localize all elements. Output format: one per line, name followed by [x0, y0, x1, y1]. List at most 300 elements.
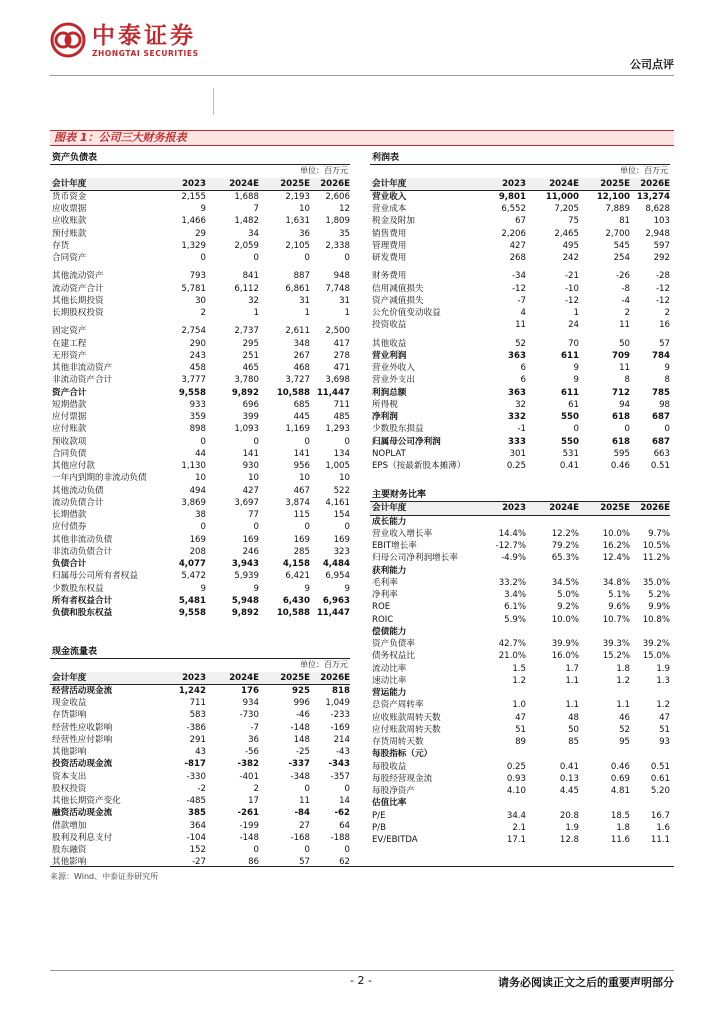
cell-value: 611 — [561, 350, 579, 361]
cell-value: 12 — [339, 204, 350, 214]
cell-value: 711 — [333, 399, 350, 410]
table-title — [370, 489, 670, 502]
cell-value: 208 — [189, 546, 206, 557]
row-label: 长期股权投资 — [52, 308, 104, 318]
cell-value: 52 — [515, 338, 526, 349]
cell-value: 24 — [568, 320, 579, 331]
cell-value: 11.1 — [650, 835, 670, 845]
cell-value: 332 — [508, 412, 526, 422]
cell-value: 948 — [333, 271, 350, 282]
row-label: 货币资金 — [52, 191, 87, 202]
cell-value: 9.9% — [648, 602, 670, 613]
cell-value: 39.2% — [642, 639, 670, 649]
row-label: ROIC — [372, 614, 394, 625]
cell-value: -401 — [239, 771, 259, 782]
row-label: 存货影响 — [52, 710, 87, 721]
section-row — [370, 565, 670, 577]
cell-value: 618 — [612, 412, 630, 422]
cell-value: 597 — [653, 240, 670, 251]
cell-value: -46 — [295, 710, 310, 721]
column-header-year: 2025E — [280, 178, 310, 189]
cell-value: 0 — [253, 253, 259, 263]
cell-value: 12.8 — [559, 835, 579, 845]
row-label: 估值比率 — [372, 798, 407, 809]
cell-value: -730 — [239, 710, 259, 721]
cell-value: 9 — [304, 583, 310, 594]
cell-value: 841 — [242, 271, 259, 282]
table-unit: 单位：百万元 — [300, 660, 348, 670]
cell-value: 2 — [664, 308, 670, 318]
cell-value: 709 — [612, 350, 630, 361]
cell-value: -56 — [244, 747, 259, 757]
cell-value: 134 — [333, 448, 350, 459]
row-label: 所得税 — [372, 399, 398, 410]
table-row — [370, 736, 670, 748]
cell-value: 36 — [299, 228, 310, 239]
cell-value: 20.8 — [559, 810, 579, 821]
cell-value: 11,000 — [545, 191, 579, 202]
cell-value: 0 — [344, 783, 350, 794]
cell-value: -168 — [290, 832, 310, 843]
cell-value: 0 — [624, 424, 630, 435]
cell-value: 27 — [299, 820, 310, 831]
cell-value: 5.9% — [504, 614, 526, 625]
cell-value: 39.9% — [551, 639, 579, 649]
section-row — [370, 516, 670, 528]
footer-divider — [50, 970, 674, 971]
table-row — [50, 697, 350, 709]
cell-value: 12,100 — [596, 191, 630, 202]
row-label: 应付票据 — [52, 412, 87, 422]
cell-value: 7,889 — [605, 204, 630, 214]
row-label: 经营活动现金流 — [52, 685, 113, 696]
row-label: 销售费用 — [372, 228, 407, 239]
cell-value: 485 — [333, 412, 350, 422]
row-label: 每股经营现金流 — [372, 773, 433, 784]
cell-value: 1,242 — [178, 685, 206, 696]
row-label: 非流动负债合计 — [52, 546, 113, 557]
table-row — [370, 724, 670, 736]
cell-value: 9 — [344, 583, 350, 594]
cell-value: -148 — [239, 832, 259, 843]
cell-value: 1.8 — [616, 822, 630, 833]
table-row — [370, 350, 670, 362]
cell-value: -62 — [334, 808, 350, 819]
cell-value: 31 — [339, 295, 350, 306]
row-label: 少数股东损益 — [372, 424, 424, 435]
row-label: 在建工程 — [52, 338, 87, 349]
cell-value: 545 — [613, 240, 630, 251]
cell-value: 1,688 — [234, 191, 259, 202]
cell-value: 169 — [242, 534, 259, 545]
table-row — [370, 528, 670, 540]
cell-value: 6,552 — [501, 204, 526, 214]
cell-value: 6 — [520, 375, 526, 386]
company-logo — [50, 22, 199, 58]
cell-value: 1,293 — [325, 424, 350, 435]
row-label: 每股净资产 — [372, 786, 415, 796]
cell-value: 6,861 — [285, 283, 310, 294]
cell-value: -27 — [191, 857, 206, 868]
cell-value: 925 — [292, 685, 310, 696]
row-label: 合同资产 — [52, 253, 87, 263]
table-row — [370, 448, 670, 460]
cell-value: 5,939 — [234, 571, 259, 582]
table-row — [50, 270, 350, 282]
cell-value: 9.7% — [648, 528, 670, 539]
table-title-text: 主要财务比率 — [372, 490, 427, 500]
cell-value: 9,801 — [498, 191, 526, 202]
cell-value: 10,588 — [276, 608, 310, 618]
cell-value: 0.46 — [610, 761, 630, 772]
cell-value: 64 — [339, 820, 350, 831]
cell-value: 38 — [195, 510, 206, 520]
cell-value: 11,447 — [316, 387, 350, 398]
cell-value: 4.10 — [506, 786, 526, 796]
row-label: 其他影响 — [52, 857, 87, 868]
cell-value: 618 — [612, 436, 630, 447]
cell-value: 5,948 — [231, 595, 259, 606]
column-header-year: 2024E — [549, 178, 579, 189]
cell-value: 1 — [573, 308, 579, 318]
table-row — [50, 411, 350, 423]
page-number: - 2 - — [350, 974, 372, 987]
row-label: 投资活动现金流 — [52, 759, 113, 770]
column-header-label: 会计年度 — [372, 178, 407, 189]
cell-value: 348 — [293, 338, 310, 349]
cell-value: 10 — [339, 473, 350, 484]
row-label: 资产减值损失 — [372, 295, 424, 306]
cell-value: 10.8% — [642, 614, 670, 625]
cell-value: 5,481 — [178, 595, 206, 606]
cell-value: 12.2% — [551, 528, 579, 539]
column-header-year: 2026E — [640, 178, 670, 189]
cell-value: 0.25 — [506, 461, 526, 471]
cell-value: 94 — [619, 399, 630, 410]
table-row — [50, 387, 350, 399]
cell-value: 33.2% — [498, 577, 526, 588]
cell-value: 295 — [242, 338, 259, 349]
cell-value: 696 — [242, 399, 259, 410]
cell-value: 5.1% — [608, 590, 630, 600]
header-divider — [50, 75, 674, 76]
cell-value: 0.41 — [559, 761, 579, 772]
cell-value: 467 — [293, 485, 310, 496]
row-label: 股权投资 — [52, 783, 87, 794]
cell-value: 62 — [339, 857, 350, 868]
cell-value: 2,611 — [285, 326, 310, 337]
cell-value: 2,059 — [234, 240, 259, 251]
cell-value: 9 — [573, 375, 579, 386]
cell-value: 5,472 — [181, 571, 206, 582]
table-row — [370, 663, 670, 675]
cell-value: 583 — [189, 710, 206, 721]
row-label: 归属母公司净利润 — [372, 436, 441, 447]
cell-value: -21 — [564, 271, 579, 282]
cell-value: 0.41 — [559, 461, 579, 471]
cell-value: 0 — [253, 522, 259, 533]
table-row — [50, 485, 350, 497]
table-row — [50, 734, 350, 746]
row-label: 经营性应收影响 — [52, 722, 113, 733]
table-row — [50, 534, 350, 546]
cell-value: 65.3% — [551, 553, 579, 564]
cell-value: 1 — [253, 308, 259, 318]
cell-value: 291 — [189, 734, 206, 745]
table-row — [50, 595, 350, 607]
cell-value: 0 — [344, 522, 350, 533]
cell-value: 35.0% — [642, 577, 670, 588]
table-row — [50, 570, 350, 582]
table-title — [50, 152, 350, 165]
cell-value: 494 — [189, 485, 206, 496]
row-label: 归属母公司所有者权益 — [52, 571, 138, 582]
cell-value: 1.7 — [565, 663, 579, 674]
row-label: 投资收益 — [372, 320, 407, 331]
table-row — [50, 436, 350, 448]
cell-value: 898 — [189, 424, 206, 435]
table-row — [50, 521, 350, 533]
row-label: 非流动资产合计 — [52, 375, 113, 386]
cell-value: 50 — [619, 338, 630, 349]
table-row — [370, 203, 670, 215]
cell-value: 1,466 — [181, 216, 206, 227]
table-row — [50, 583, 350, 595]
table-row — [370, 215, 670, 227]
row-label: 负债合计 — [52, 559, 87, 569]
row-label: 营业成本 — [372, 204, 407, 214]
cell-value: 285 — [293, 546, 310, 557]
cell-value: 2,948 — [645, 228, 670, 239]
table-title — [370, 152, 670, 165]
cell-value: 17 — [248, 796, 259, 806]
table-row — [370, 436, 670, 448]
cell-value: 2,465 — [554, 228, 579, 239]
table-unit: 单位：百万元 — [300, 166, 348, 176]
cell-value: -10 — [564, 283, 579, 294]
cell-value: 1.5 — [512, 663, 526, 674]
row-label: P/E — [372, 810, 386, 821]
column-header-year: 2026E — [320, 178, 350, 189]
row-label: 存货周转天数 — [372, 737, 424, 747]
cell-value: 2,700 — [605, 228, 630, 239]
vertical-divider — [213, 88, 214, 115]
cell-value: 12.4% — [602, 553, 630, 564]
table-row — [370, 675, 670, 687]
table-row — [50, 423, 350, 435]
cell-value: 1,631 — [285, 216, 310, 227]
cell-value: 2,737 — [234, 326, 259, 337]
cell-value: -382 — [237, 759, 259, 770]
cell-value: 2,606 — [325, 191, 350, 202]
cell-value: 1.9 — [656, 663, 670, 674]
cell-value: 81 — [619, 216, 630, 227]
section-row — [370, 797, 670, 809]
column-header-year: 2023 — [182, 672, 206, 683]
table-row — [50, 240, 350, 252]
row-label: 营业外支出 — [372, 375, 415, 386]
cell-value: 1.8 — [616, 663, 630, 674]
table-row — [50, 448, 350, 460]
cell-value: -337 — [288, 759, 310, 770]
cell-value: 1,809 — [325, 216, 350, 227]
cell-value: 13,274 — [636, 191, 670, 202]
cell-value: 141 — [242, 448, 259, 459]
table-row — [50, 203, 350, 215]
cell-value: 10 — [299, 204, 310, 214]
row-label: 资本支出 — [52, 771, 87, 782]
table-row — [50, 307, 350, 319]
column-header-year: 2023 — [182, 178, 206, 189]
cell-value: 16.2% — [602, 541, 630, 551]
cell-value: 0.25 — [506, 761, 526, 772]
table-row — [50, 546, 350, 558]
row-label: 融资活动现金流 — [52, 808, 113, 819]
cell-value: 1,130 — [181, 461, 206, 471]
cell-value: -84 — [294, 808, 310, 819]
cell-value: 243 — [189, 350, 206, 361]
cell-value: 1,005 — [325, 461, 350, 471]
cell-value: 531 — [562, 448, 579, 459]
table-row — [50, 558, 350, 570]
cell-value: -4.9% — [501, 553, 526, 564]
cell-value: 4,484 — [322, 559, 350, 569]
row-label: 归母公司净利润增长率 — [372, 553, 458, 564]
cell-value: 14 — [339, 796, 350, 806]
cell-value: 9.6% — [608, 602, 630, 613]
cell-value: 17.1 — [506, 835, 526, 845]
row-label: 借款增加 — [52, 820, 87, 831]
cell-value: 43 — [195, 747, 206, 757]
source-note: 来源：Wind、中泰证券研究所 — [50, 872, 159, 881]
table-row — [370, 712, 670, 724]
row-label: 其他收益 — [372, 338, 407, 349]
cell-value: 34.5% — [551, 577, 579, 588]
row-label: 资产负债率 — [372, 639, 415, 649]
cell-value: 930 — [242, 461, 259, 471]
row-label: 其他长期资产变化 — [52, 796, 121, 806]
column-header-label: 会计年度 — [52, 178, 87, 189]
row-label: 营业外收入 — [372, 363, 415, 373]
cell-value: 550 — [561, 412, 579, 422]
cashflow-table — [50, 646, 350, 869]
cell-value: 3,874 — [285, 497, 310, 508]
table-row — [370, 362, 670, 374]
cell-value: 98 — [659, 399, 670, 410]
cell-value: 323 — [333, 546, 350, 557]
cell-value: 2,206 — [501, 228, 526, 239]
cell-value: 0 — [304, 436, 310, 447]
figure-title-bar — [50, 130, 674, 146]
cell-value: 1 — [304, 308, 310, 318]
cell-value: 50 — [568, 724, 579, 735]
row-label: 其他非流动负债 — [52, 534, 113, 545]
cell-value: 79.2% — [551, 541, 579, 551]
table-row — [370, 761, 670, 773]
row-label: 长期借款 — [52, 510, 87, 520]
table-row — [50, 362, 350, 374]
cell-value: 465 — [242, 363, 259, 373]
table-row — [50, 252, 350, 264]
cell-value: 333 — [508, 436, 526, 447]
cell-value: -12 — [511, 283, 526, 294]
cell-value: 5.0% — [557, 590, 579, 600]
cell-value: 458 — [189, 363, 206, 373]
cell-value: 1.2 — [656, 700, 670, 711]
cell-value: 2 — [624, 308, 630, 318]
cell-value: 0 — [200, 522, 206, 533]
logo-english-name: ZHONGTAI SECURITIES — [92, 48, 199, 58]
table-row — [50, 746, 350, 758]
cell-value: 1.2 — [512, 675, 526, 686]
cell-value: 7,748 — [325, 283, 350, 294]
cell-value: 8 — [664, 375, 670, 386]
cell-value: 15.0% — [642, 651, 670, 662]
table-row — [370, 577, 670, 589]
cell-value: 3,698 — [325, 375, 350, 386]
table-row — [50, 709, 350, 721]
column-header-year: 2023 — [502, 503, 526, 514]
cell-value: 39.3% — [602, 639, 630, 649]
cell-value: 278 — [333, 350, 350, 361]
table-row — [50, 325, 350, 337]
row-label: 净利率 — [372, 590, 398, 600]
cell-value: 15.2% — [602, 651, 630, 662]
row-label: 税金及附加 — [372, 216, 415, 227]
cell-value: 301 — [509, 448, 526, 459]
row-label: 固定资产 — [52, 326, 87, 337]
cell-value: 51 — [659, 724, 670, 735]
row-label: 应付账款周转天数 — [372, 724, 441, 735]
table-row — [370, 228, 670, 240]
document-type: 公司点评 — [630, 58, 674, 71]
cell-value: 75 — [568, 216, 579, 227]
row-label: 负债和股东权益 — [52, 608, 113, 618]
table-row — [50, 295, 350, 307]
source-divider — [50, 866, 674, 867]
cell-value: 0.46 — [610, 461, 630, 471]
row-label: 速动比率 — [372, 675, 407, 686]
cell-value: 0 — [304, 845, 310, 855]
cell-value: 6.1% — [504, 602, 526, 613]
table-unit-row — [50, 659, 350, 671]
cell-value: 10.5% — [642, 541, 670, 551]
table-row — [370, 589, 670, 601]
cell-value: 364 — [189, 820, 206, 831]
row-label: 净利润 — [372, 412, 398, 422]
column-header-year: 2025E — [600, 503, 630, 514]
cell-value: 1.1 — [616, 700, 630, 711]
cell-value: 47 — [659, 712, 670, 723]
cell-value: -148 — [290, 722, 310, 733]
cell-value: 115 — [293, 510, 310, 520]
table-row — [50, 215, 350, 227]
cell-value: 93 — [659, 737, 670, 747]
cell-value: 10,588 — [276, 387, 310, 398]
cell-value: 956 — [293, 461, 310, 471]
cell-value: 471 — [333, 363, 350, 373]
cell-value: 5.20 — [650, 786, 670, 796]
table-row — [50, 374, 350, 386]
cell-value: 3,777 — [181, 375, 206, 386]
cell-value: 933 — [189, 399, 206, 410]
column-header-year: 2025E — [280, 672, 310, 683]
logo-chinese-name: 中泰证券 — [92, 22, 196, 49]
row-label: 管理费用 — [372, 240, 407, 251]
cell-value: -43 — [335, 747, 350, 757]
cell-value: 3,780 — [234, 375, 259, 386]
cell-value: 10.0% — [551, 614, 579, 625]
